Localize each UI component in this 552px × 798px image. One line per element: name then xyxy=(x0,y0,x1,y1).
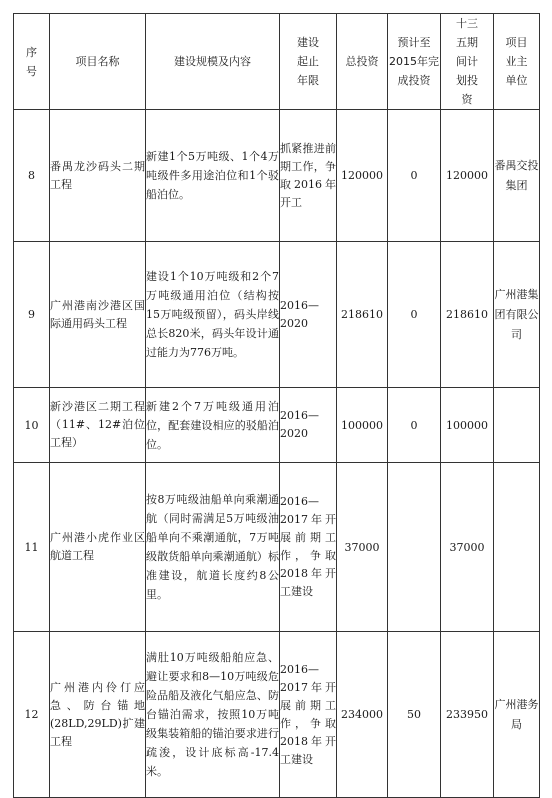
cell-project-name: 番禺龙沙码头二期工程 xyxy=(50,110,146,242)
cell-total: 234000 xyxy=(337,632,388,798)
cell-plan: 37000 xyxy=(441,463,494,632)
cell-period: 2016—2017年开展前期工作，争取2018年开工建设 xyxy=(280,463,337,632)
cell-owner xyxy=(494,463,540,632)
cell-total: 37000 xyxy=(337,463,388,632)
cell-period: 2016—2017年开展前期工作，争取2018年开工建设 xyxy=(280,632,337,798)
cell-no: 8 xyxy=(14,110,50,242)
cell-scope: 按8万吨级油船单向乘潮通航（同时需满足5万吨级油船单向不乘潮通航，7万吨级散货船单向乘潮通航）标准建设，航道长度约8公里。 xyxy=(146,463,280,632)
header-done2015: 预计至2015年完成投资 xyxy=(388,14,441,110)
cell-owner: 番禺交投集团 xyxy=(494,110,540,242)
cell-period: 抓紧推进前期工作，争取2016年开工 xyxy=(280,110,337,242)
header-no: 序号 xyxy=(14,14,50,110)
cell-plan: 233950 xyxy=(441,632,494,798)
table-row xyxy=(14,110,540,242)
cell-owner xyxy=(494,388,540,463)
cell-no: 11 xyxy=(14,463,50,632)
table-row xyxy=(14,463,540,632)
cell-done2015 xyxy=(388,463,441,632)
cell-no: 10 xyxy=(14,388,50,463)
cell-scope: 满肚10万吨级船舶应急、避让要求和8—10万吨级危险品船及液化气船应急、防台锚泊需求，按照10万吨级集装箱船的锚泊要求进行疏浚，设计底标高-17.4米。 xyxy=(146,632,280,798)
cell-total: 120000 xyxy=(337,110,388,242)
table-row xyxy=(14,242,540,388)
cell-project-name: 新沙港区二期工程（11#、12#泊位工程） xyxy=(50,388,146,463)
cell-done2015: 50 xyxy=(388,632,441,798)
table-row xyxy=(14,388,540,463)
cell-period: 2016—2020 xyxy=(280,388,337,463)
table-header-row xyxy=(14,14,540,110)
cell-no: 12 xyxy=(14,632,50,798)
cell-scope: 新建2个7万吨级通用泊位，配套建设相应的驳船泊位。 xyxy=(146,388,280,463)
cell-total: 100000 xyxy=(337,388,388,463)
cell-scope: 新建1个5万吨级、1个4万吨级件多用途泊位和1个驳船泊位。 xyxy=(146,110,280,242)
cell-project-name: 广州港南沙港区国际通用码头工程 xyxy=(50,242,146,388)
cell-total: 218610 xyxy=(337,242,388,388)
cell-done2015: 0 xyxy=(388,110,441,242)
cell-plan: 120000 xyxy=(441,110,494,242)
cell-owner: 广州港集团有限公司 xyxy=(494,242,540,388)
header-owner: 项目业主单位 xyxy=(494,14,540,110)
header-name: 项目名称 xyxy=(50,14,146,110)
header-period: 建设起止年限 xyxy=(280,14,337,110)
cell-no: 9 xyxy=(14,242,50,388)
header-scope: 建设规模及内容 xyxy=(146,14,280,110)
cell-done2015: 0 xyxy=(388,388,441,463)
table-row xyxy=(14,632,540,798)
cell-project-name: 广州港小虎作业区航道工程 xyxy=(50,463,146,632)
cell-project-name: 广州港内伶仃应急、防台锚地(28LD,29LD)扩建工程 xyxy=(50,632,146,798)
header-total: 总投资 xyxy=(337,14,388,110)
cell-owner: 广州港务局 xyxy=(494,632,540,798)
cell-scope: 建设1个10万吨级和2个7万吨级通用泊位（结构按15万吨级预留），码头岸线总长820米，码头年设计通过能力为776万吨。 xyxy=(146,242,280,388)
cell-period: 2016—2020 xyxy=(280,242,337,388)
cell-done2015: 0 xyxy=(388,242,441,388)
investment-table xyxy=(13,13,540,798)
cell-plan: 218610 xyxy=(441,242,494,388)
cell-plan: 100000 xyxy=(441,388,494,463)
header-plan: 十三五期间计划投资 xyxy=(441,14,494,110)
